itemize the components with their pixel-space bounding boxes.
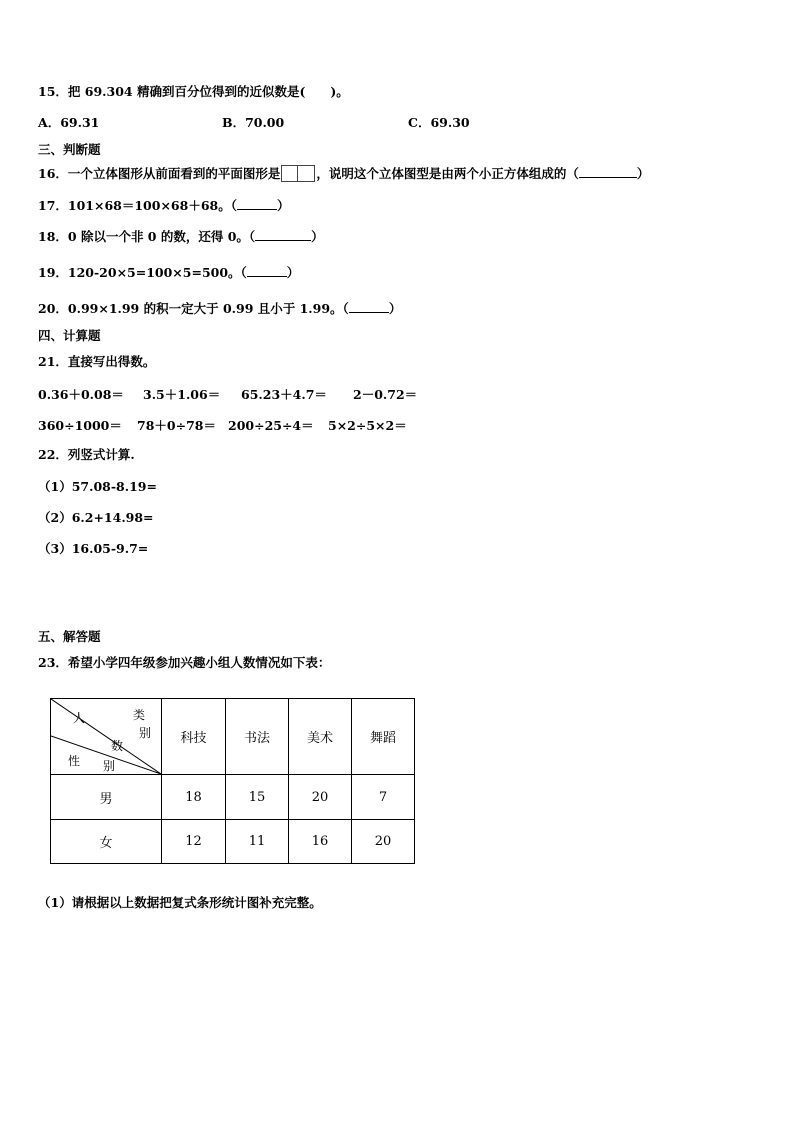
- question-22-item-1: （1）57.08-8.19=: [38, 479, 157, 494]
- table-row: [51, 775, 415, 820]
- answer-blank[interactable]: [349, 301, 389, 313]
- question-23-sub-1: （1）请根据以上数据把复式条形统计图补充完整。: [38, 895, 322, 910]
- section-heading-solve: 五、解答题: [38, 629, 101, 644]
- table-corner-header: [51, 699, 162, 775]
- answer-blank[interactable]: [247, 265, 287, 277]
- question-22-item-2: （2）6.2+14.98=: [38, 510, 154, 525]
- question-19: 19．120-20×5=100×5=500。（ ）: [38, 265, 300, 280]
- answer-blank[interactable]: [237, 198, 277, 210]
- calc-item: 0.36＋0.08＝: [38, 387, 124, 402]
- column-header: 舞蹈: [352, 699, 415, 775]
- corner-label-ren: 人: [73, 711, 86, 725]
- calc-item: 5×2÷5×2＝: [328, 418, 407, 433]
- question-20: 20．0.99×1.99 的积一定大于 0.99 且小于 1.99。（ ）: [38, 301, 402, 316]
- calc-item: 360÷1000＝: [38, 418, 122, 433]
- question-22-item-3: （3）16.05-9.7=: [38, 541, 149, 556]
- question-15-option-c: C．69.30: [408, 115, 470, 130]
- question-16: 16．一个立体图形从前面看到的平面图形是 ，说明这个立体图型是由两个小正方体组成的（ ）: [38, 166, 650, 181]
- calc-item: 78＋0÷78＝: [137, 418, 216, 433]
- corner-label-lei: 类: [133, 708, 146, 722]
- table-cell: 12: [162, 820, 226, 864]
- corner-label-bie: 别: [103, 759, 116, 773]
- answer-blank[interactable]: [579, 166, 637, 178]
- question-22-title: 22．列竖式计算.: [38, 447, 135, 462]
- column-header: 书法: [226, 699, 289, 775]
- calc-item: 2－0.72＝: [353, 387, 418, 402]
- table-cell: 20: [352, 820, 415, 864]
- table-cell: 18: [162, 775, 226, 820]
- table-row: [51, 820, 415, 864]
- section-heading-calculation: 四、计算题: [38, 328, 101, 343]
- question-15-option-a: A．69.31: [38, 115, 100, 130]
- question-23-title: 23．希望小学四年级参加兴趣小组人数情况如下表：: [38, 655, 331, 670]
- table-cell: 15: [226, 775, 289, 820]
- calc-item: 65.23＋4.7＝: [241, 387, 327, 402]
- table-cell: 7: [352, 775, 415, 820]
- table-cell: 20: [289, 775, 352, 820]
- row-label: 女: [51, 820, 162, 864]
- column-header: 美术: [289, 699, 352, 775]
- interest-group-table: [50, 698, 415, 864]
- question-15-text: 15．把 69.304 精确到百分位得到的近似数是( )。: [38, 84, 349, 99]
- calc-item: 3.5＋1.06＝: [143, 387, 221, 402]
- question-21-title: 21．直接写出得数。: [38, 354, 156, 369]
- column-header: 科技: [162, 699, 226, 775]
- row-label: 男: [51, 775, 162, 820]
- section-heading-judgement: 三、判断题: [38, 142, 101, 157]
- question-15-option-b: B．70.00: [222, 115, 285, 130]
- question-15: [38, 84, 349, 100]
- corner-label-xing: 性: [68, 754, 81, 768]
- two-squares-figure: [281, 165, 315, 182]
- table-cell: 11: [226, 820, 289, 864]
- table-cell: 16: [289, 820, 352, 864]
- question-17: 17．101×68＝100×68＋68。（ ）: [38, 198, 290, 213]
- answer-blank[interactable]: [255, 229, 311, 241]
- corner-label-shu: 数: [111, 739, 124, 753]
- calc-item: 200÷25÷4＝: [228, 418, 314, 433]
- corner-label-bie: 别: [139, 726, 152, 740]
- question-18: 18．0 除以一个非 0 的数，还得 0。（ ）: [38, 229, 324, 244]
